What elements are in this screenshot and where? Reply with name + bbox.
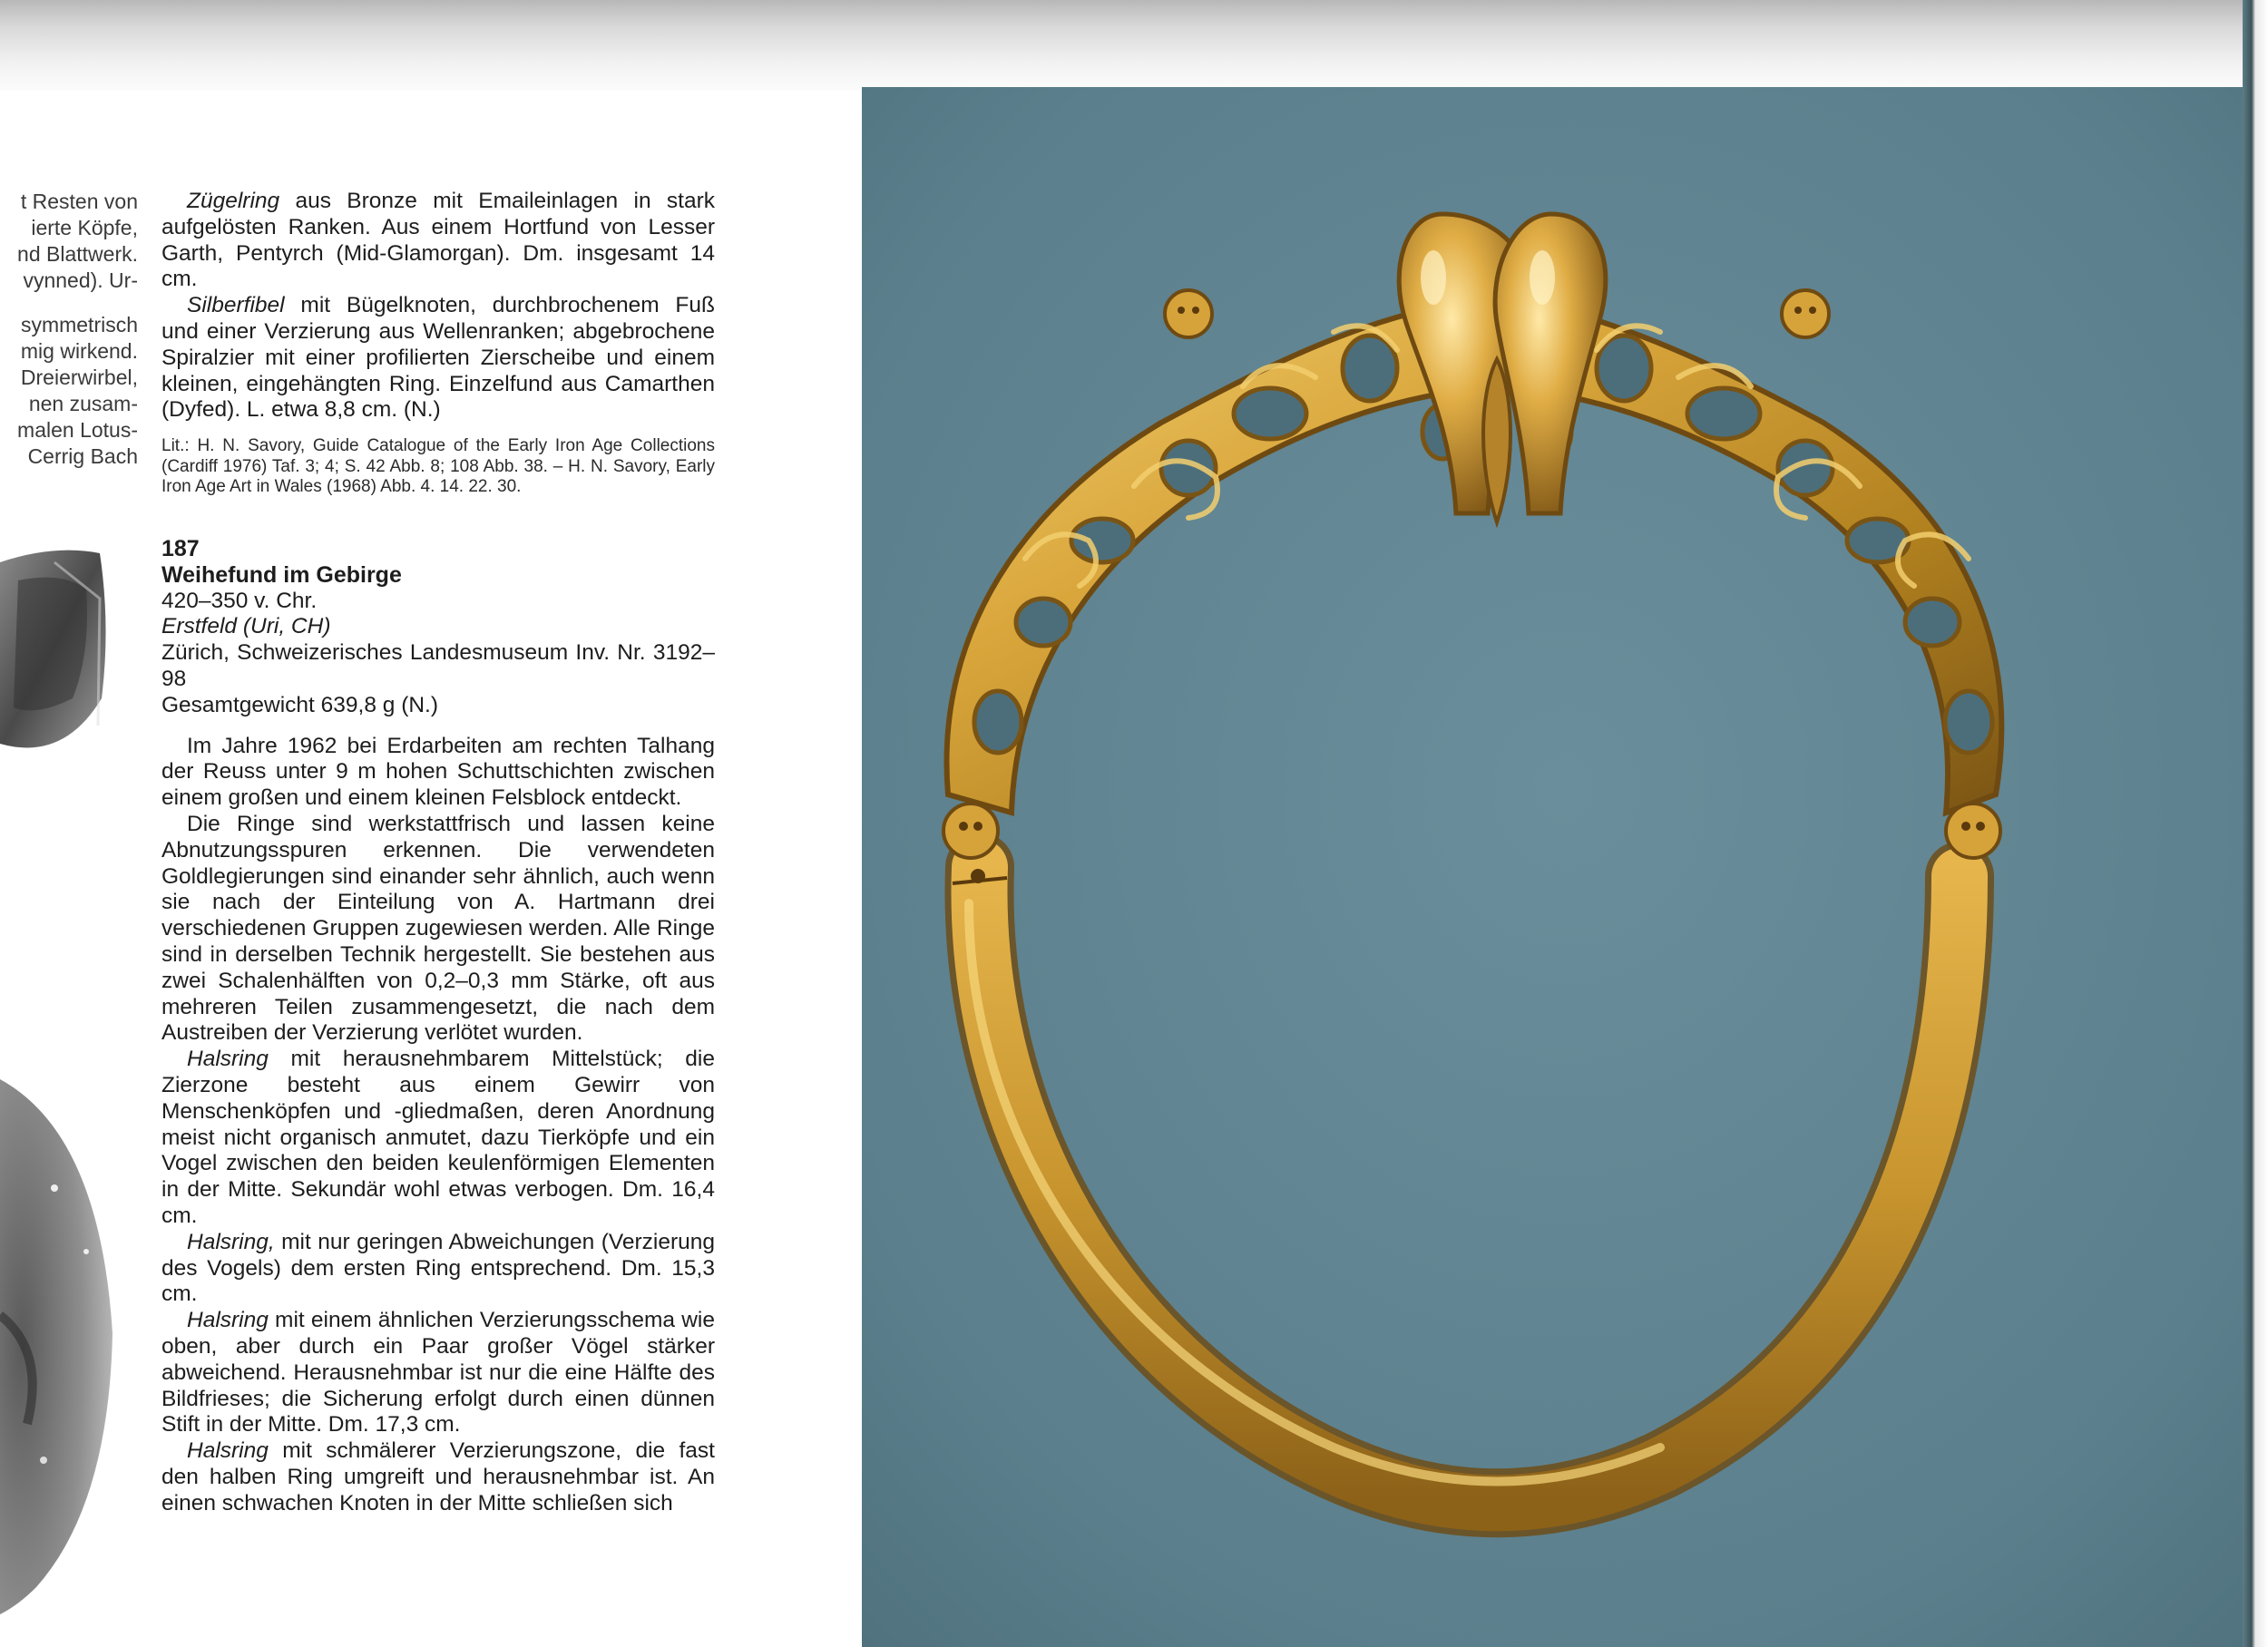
page-top-shadow xyxy=(0,0,2268,100)
literature-note: Lit.: H. N. Savory, Guide Catalogue of the Early Iron Age Collections (Cardiff 1976) Taf. 3; 4; S. 42 Abb. 8; 108 Abb. 38. – H. N. Savory, Early Iron Age Art in Wales (1968) Abb. 4. 14. 22. 30. xyxy=(161,436,715,497)
entry-meta xyxy=(161,589,715,719)
clipped-line: vynned). Ur- xyxy=(23,268,138,292)
entry-date: 420–350 v. Chr. xyxy=(161,588,318,613)
clipped-gap xyxy=(0,294,138,312)
entry-museum: Zürich, Schweizerisches Landesmuseum Inv. Nr. 3192–98 xyxy=(161,640,715,692)
fragment-photo-top xyxy=(0,544,111,762)
entry-paragraph-halsring-2: Halsring, mit nur geringen Abweichungen (Verzierung des Vogels) dem ersten Ring entsprechend. Dm. 15,3 cm. xyxy=(161,1229,715,1307)
clipped-neighbour-column xyxy=(0,189,138,470)
entry-paragraph-halsring-3: Halsring mit einem ähnlichen Verzierungsschema wie oben, aber durch ein Paar großer Vögel stärker abweichend. Herausnehmbar ist nur die eine Hälfte des Bildfrieses; die Sicherung erfolgt durch einen dünnen Stift in der Mitte. Dm. 17,3 cm. xyxy=(161,1308,715,1437)
entry-weight: Gesamtgewicht 639,8 g (N.) xyxy=(161,692,439,717)
fragment-photo-bottom xyxy=(0,1079,116,1642)
clipped-line: symmetrisch xyxy=(20,313,138,336)
clipped-line: t Resten von xyxy=(20,190,138,213)
gold-torc-photo xyxy=(862,87,2268,1647)
right-page-edge xyxy=(2243,0,2268,1647)
clipped-line: ierte Köpfe, xyxy=(31,216,138,239)
clipped-line: Dreierwirbel, xyxy=(20,365,138,389)
entry-paragraph-technique: Die Ringe sind werkstattfrisch und lassen keine Abnutzungsspuren erkennen. Die verwendeten Goldlegierungen sind einander sehr ähnlich, auch wenn sie nach der Einteilung von A. Hartmann drei verschiedenen Gruppen zugewiesen werden. Alle Ringe sind in derselben Technik hergestellt. Sie bestehen aus zwei Schalenhälften von 0,2–0,3 mm Stärke, oft aus mehreren Teilen zusammengesetzt, die nach dem Austreiben der Verzierung verlötet wurden. xyxy=(161,812,715,1046)
clipped-line: nen zusam- xyxy=(28,392,138,415)
entry-number: 187 xyxy=(161,535,200,561)
entry-findspot: Erstfeld (Uri, CH) xyxy=(161,614,331,639)
main-text-column xyxy=(161,189,715,1517)
intro-paragraph-zuegelring: Zügelring aus Bronze mit Emaileinlagen in stark aufgelösten Ranken. Aus einem Hortfund von Lesser Garth, Pentyrch (Mid-Glamorgan). Dm. insgesamt 14 cm. xyxy=(161,189,715,292)
entry-title: Weihefund im Gebirge xyxy=(161,561,402,588)
entry-paragraph-discovery: Im Jahre 1962 bei Erdarbeiten am rechten Talhang der Reuss unter 9 m hohen Schuttschichten zwischen einem großen und einem kleinen Felsblock entdeckt. xyxy=(161,733,715,811)
intro-paragraph-silberfibel: Silberfibel mit Bügelknoten, durchbrochenem Fuß und einer Verzierung aus Wellenranken; abgebrochene Spiralzier mit einer profilierten Zierscheibe und einem kleinen, eingehängten Ring. Einzelfund aus Camarthen (Dyfed). L. etwa 8,8 cm. (N.) xyxy=(161,293,715,423)
photo-page xyxy=(862,87,2268,1647)
clipped-line: malen Lotus- xyxy=(17,418,138,442)
clipped-line: mig wirkend. xyxy=(20,339,138,363)
entry-paragraph-halsring-1: Halsring mit herausnehmbarem Mittelstück; die Zierzone besteht aus einem Gewirr von Menschenköpfen und -gliedmaßen, deren Anordnung meist nicht organisch anmutet, dazu Tierköpfe und ein Vogel zwischen den beiden keulenförmigen Elementen in der Mitte. Sekundär wohl etwas verbogen. Dm. 16,4 cm. xyxy=(161,1047,715,1228)
clipped-line: nd Blattwerk. xyxy=(17,242,138,266)
entry-paragraph-halsring-4: Halsring mit schmälerer Verzierungszone, die fast den halben Ring umgreift und herausnehmbar ist. An einen schwachen Knoten in der Mitte schließen sich xyxy=(161,1438,715,1515)
clipped-line: Cerrig Bach xyxy=(27,444,138,468)
